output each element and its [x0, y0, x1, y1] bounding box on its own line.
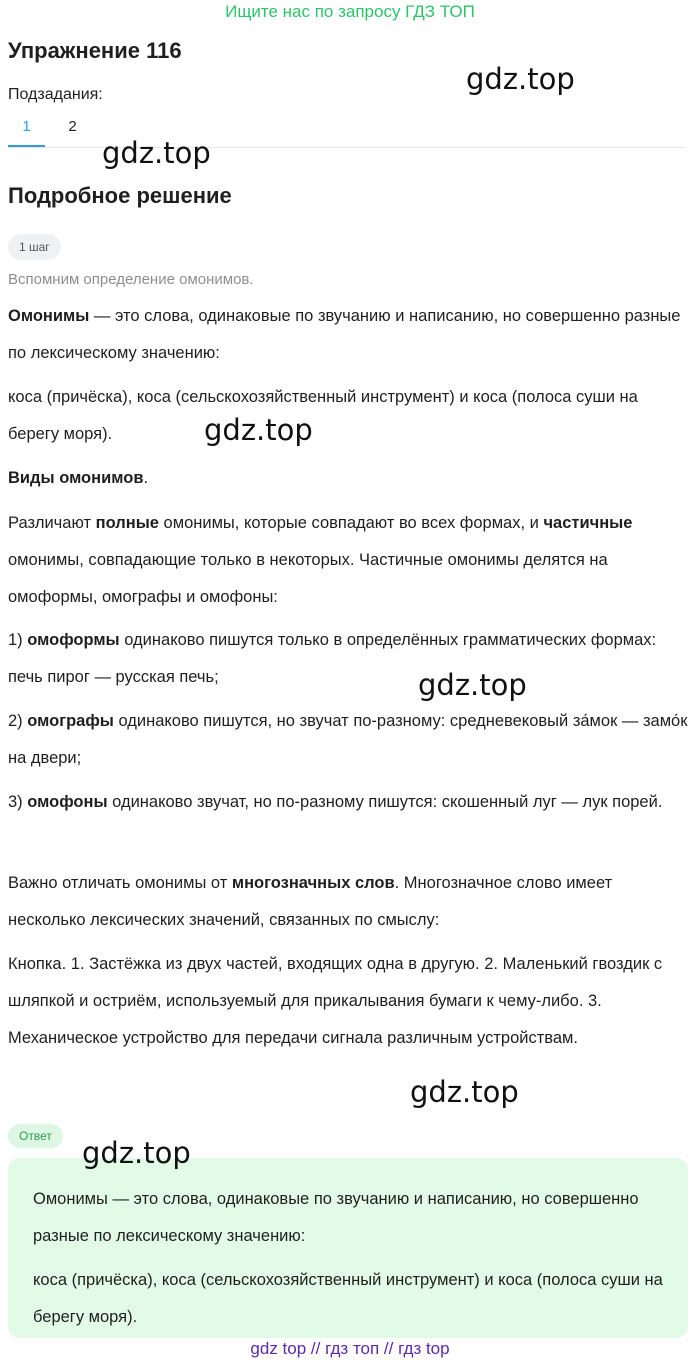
example-paragraph: коса (причёска), коса (сельскохозяйственный инструмент) и коса (полоса суши на берегу моря).: [8, 388, 638, 443]
active-tab-indicator: [8, 145, 45, 147]
top-banner: Ищите нас по запросу ГДЗ ТОП: [225, 2, 475, 21]
list-item-omoformy: [8, 622, 692, 696]
answer-example: коса (причёска), коса (сельскохозяйственный инструмент) и коса (полоса суши на берегу моря).: [33, 1271, 663, 1326]
definition-term: Омонимы: [8, 307, 90, 325]
item-text: одинаково пишутся, но звучат по-разному: средневековый за́мок — замо́к на двери;: [8, 712, 688, 767]
item-number: 1): [8, 631, 28, 649]
list-item-omografy: [8, 703, 692, 777]
exercise-title: Упражнение 116: [8, 38, 182, 63]
item-number: 3): [8, 793, 28, 811]
watermark: gdz.top: [82, 1136, 191, 1170]
item-text: одинаково звучат, но по-разному пишутся: скошенный луг — лук порей.: [107, 793, 663, 811]
item-term: омографы: [27, 712, 114, 730]
types-paragraph: [8, 505, 692, 616]
intro-text: Вспомним определение омонимов.: [8, 271, 254, 288]
button-example-paragraph: Кнопка. 1. Застёжка из двух частей, входящих одна в другую. 2. Маленький гвоздик с шляпкой и остриём, используемый для прикалывания бумаги к чему-либо. 3. Механическое устройство для передачи сигнала различным устройствам.: [8, 955, 663, 1047]
subtasks-label: Подзадания:: [8, 86, 103, 103]
watermark: gdz.top: [410, 1075, 519, 1109]
kinds-heading-text: Виды омонимов: [8, 469, 144, 487]
watermark: gdz.top: [466, 62, 575, 96]
section-title: Подробное решение: [8, 183, 232, 208]
types-text-3: омонимы, совпадающие только в некоторых. Частичные омонимы делятся на омоформы, омографы и омофоны:: [8, 551, 608, 606]
answer-badge: Ответ: [8, 1124, 63, 1148]
definition-paragraph: [8, 298, 692, 372]
types-bold-full: полные: [95, 514, 159, 532]
kinds-heading-dot: .: [143, 469, 149, 487]
types-text-1: Различают: [8, 514, 96, 532]
list-item-omofony: [8, 784, 692, 821]
poly-text-1: Важно отличать омонимы от: [8, 874, 232, 892]
watermark: gdz.top: [418, 668, 527, 702]
footer-links: gdz top // гдз топ // гдз top: [250, 1339, 450, 1358]
polysemy-paragraph: [8, 865, 692, 939]
watermark: gdz.top: [102, 136, 211, 170]
answer-definition: Омонимы — это слова, одинаковые по звучанию и написанию, но совершенно разные по лексическому значению:: [33, 1190, 639, 1245]
kinds-heading: [8, 460, 692, 497]
watermark: gdz.top: [204, 413, 313, 447]
answer-box: [8, 1158, 688, 1338]
item-number: 2): [8, 712, 28, 730]
item-term: омоформы: [27, 631, 120, 649]
tab-subtask-1[interactable]: 1: [22, 118, 31, 135]
poly-text-2: . Многозначное слово имеет несколько лексических значений, связанных по смыслу:: [8, 874, 613, 929]
poly-term: многозначных слов: [231, 874, 395, 892]
types-bold-partial: частичные: [543, 514, 633, 532]
definition-text: — это слова, одинаковые по звучанию и написанию, но совершенно разные по лексическому значению:: [8, 307, 681, 362]
item-term: омофоны: [27, 793, 108, 811]
item-text: одинаково пишутся только в определённых грамматических формах: печь пирог — русская печь;: [8, 631, 657, 686]
types-text-2: омонимы, которые совпадают во всех формах, и: [158, 514, 544, 532]
tab-subtask-2[interactable]: 2: [68, 118, 77, 135]
step-badge: 1 шаг: [8, 234, 61, 260]
